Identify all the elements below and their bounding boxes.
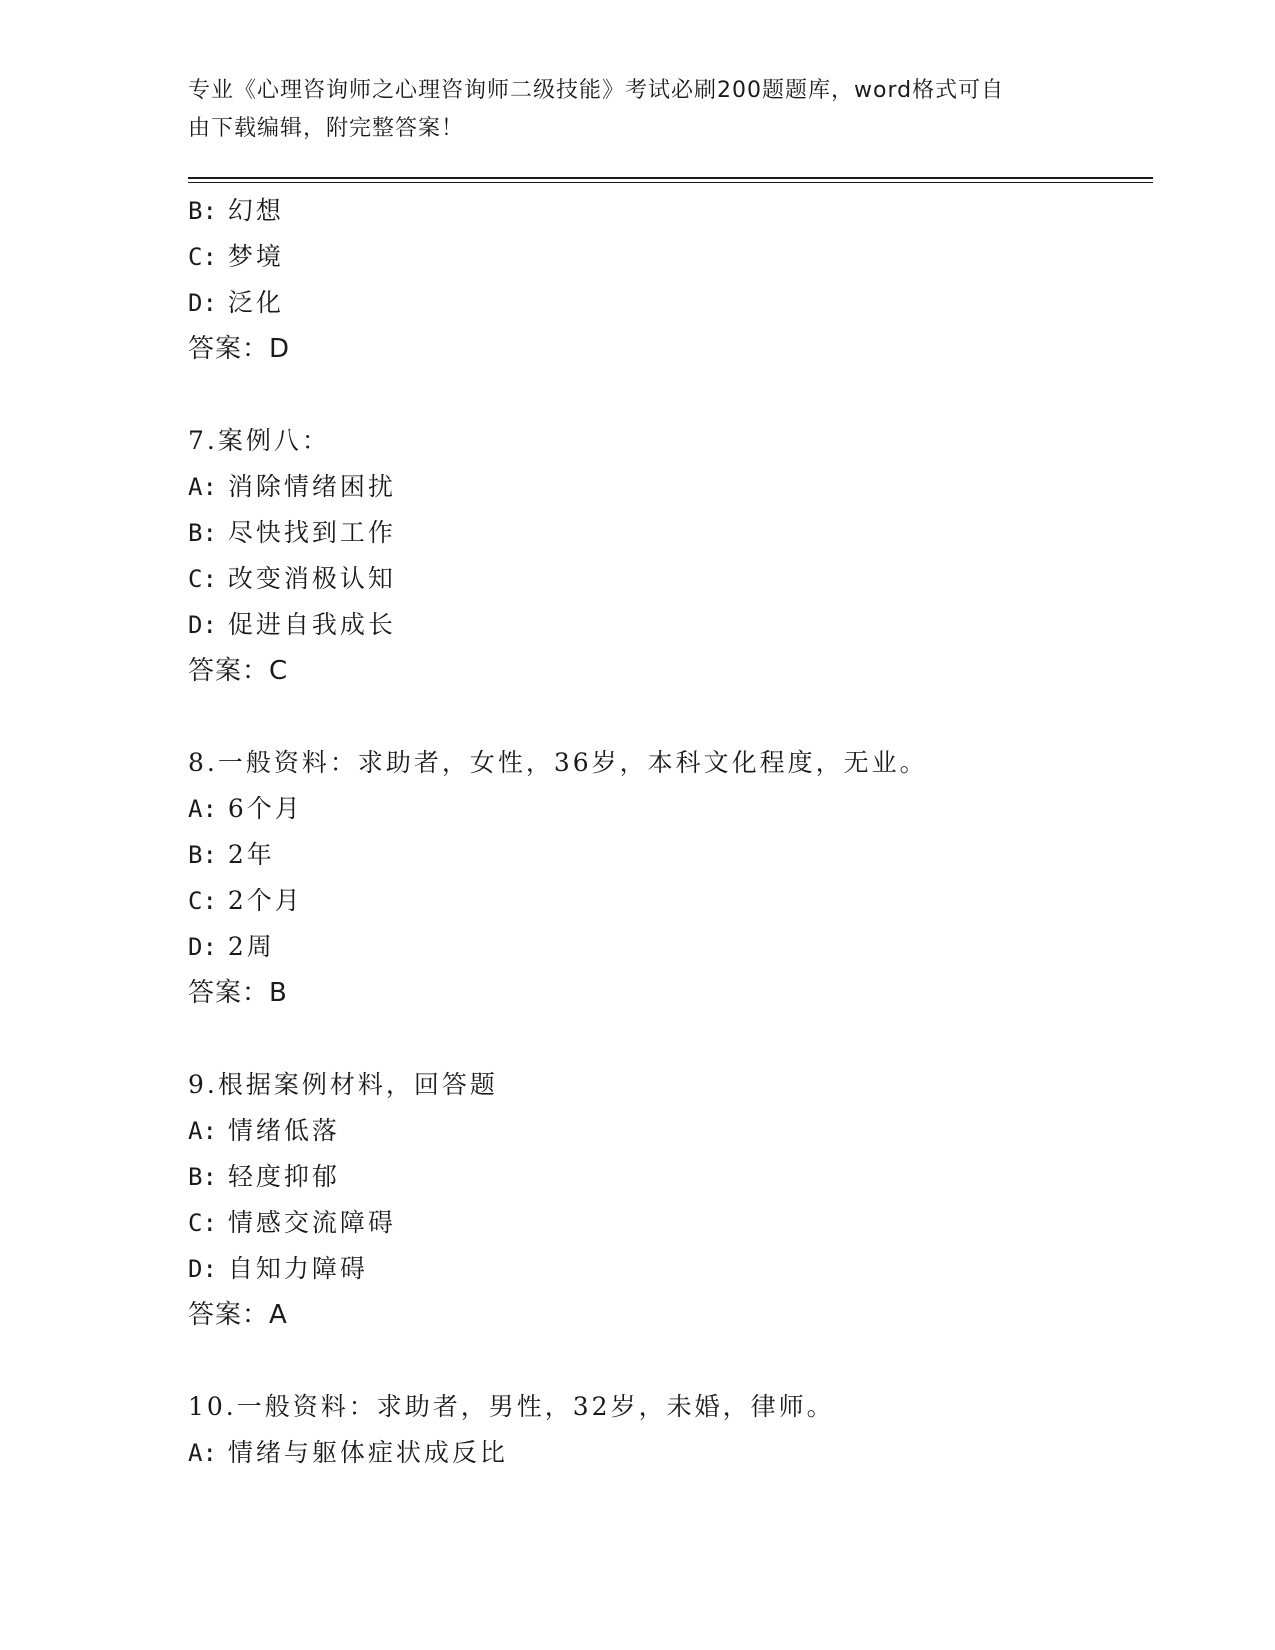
document-header — [188, 72, 1068, 148]
option-text: 泛化 — [227, 288, 284, 317]
option-key: A: — [188, 473, 217, 501]
question-block — [188, 188, 1153, 372]
option-row — [188, 1200, 1153, 1246]
question-text: 7.案例八： — [188, 426, 330, 455]
answer-line: 答案：A — [188, 1300, 288, 1330]
option-key: D: — [188, 611, 217, 639]
option-key: C: — [188, 1209, 217, 1237]
option-key: B: — [188, 841, 217, 869]
option-text: 梦境 — [227, 242, 284, 271]
block-spacer — [188, 694, 1153, 740]
option-text: 轻度抑郁 — [227, 1162, 340, 1191]
option-key: A: — [188, 795, 217, 823]
option-row — [188, 832, 1153, 878]
option-text: 2个月 — [227, 886, 303, 915]
option-key: C: — [188, 887, 217, 915]
option-row — [188, 188, 1153, 234]
option-key: A: — [188, 1117, 217, 1145]
option-key: C: — [188, 243, 217, 271]
question-text: 9.根据案例材料，回答题 — [188, 1070, 498, 1099]
option-row — [188, 924, 1153, 970]
question-text: 10.一般资料：求助者，男性，32岁，未婚，律师。 — [188, 1392, 835, 1421]
option-text: 6个月 — [227, 794, 303, 823]
option-row — [188, 1246, 1153, 1292]
header-divider-thin — [188, 182, 1153, 183]
option-key: D: — [188, 1255, 217, 1283]
option-row — [188, 280, 1153, 326]
option-row — [188, 510, 1153, 556]
header-title-line-2: 由下载编辑，附完整答案！ — [188, 116, 465, 141]
question-block — [188, 1062, 1153, 1338]
option-text: 改变消极认知 — [227, 564, 396, 593]
option-row — [188, 1430, 1153, 1476]
block-spacer — [188, 372, 1153, 418]
question-block — [188, 740, 1153, 1016]
option-key: C: — [188, 565, 217, 593]
answer-line: 答案：B — [188, 978, 288, 1008]
option-row — [188, 786, 1153, 832]
answer-line: 答案：D — [188, 334, 291, 364]
header-divider-thick — [188, 177, 1153, 179]
option-text: 尽快找到工作 — [227, 518, 396, 547]
option-row — [188, 1154, 1153, 1200]
block-spacer — [188, 1338, 1153, 1384]
option-row — [188, 602, 1153, 648]
option-text: 2年 — [227, 840, 275, 869]
block-spacer — [188, 1016, 1153, 1062]
question-text: 8.一般资料：求助者，女性，36岁，本科文化程度，无业。 — [188, 748, 928, 777]
option-key: A: — [188, 1439, 217, 1467]
option-key: B: — [188, 1163, 217, 1191]
option-key: D: — [188, 289, 217, 317]
option-row — [188, 234, 1153, 280]
header-title-line-1: 专业《心理咨询师之心理咨询师二级技能》考试必刷200题题库，word格式可自 — [188, 78, 1005, 103]
question-block — [188, 1384, 1153, 1476]
option-text: 促进自我成长 — [227, 610, 396, 639]
question-list — [188, 188, 1153, 1476]
option-text: 消除情绪困扰 — [227, 472, 396, 501]
option-text: 幻想 — [227, 196, 284, 225]
answer-line: 答案：C — [188, 656, 289, 686]
question-block — [188, 418, 1153, 694]
option-text: 2周 — [227, 932, 275, 961]
option-text: 情感交流障碍 — [227, 1208, 396, 1237]
option-row — [188, 556, 1153, 602]
option-key: B: — [188, 197, 217, 225]
option-text: 情绪低落 — [227, 1116, 340, 1145]
option-row — [188, 464, 1153, 510]
option-text: 情绪与躯体症状成反比 — [227, 1438, 508, 1467]
option-row — [188, 878, 1153, 924]
option-key: B: — [188, 519, 217, 547]
option-row — [188, 1108, 1153, 1154]
option-key: D: — [188, 933, 217, 961]
option-text: 自知力障碍 — [227, 1254, 368, 1283]
